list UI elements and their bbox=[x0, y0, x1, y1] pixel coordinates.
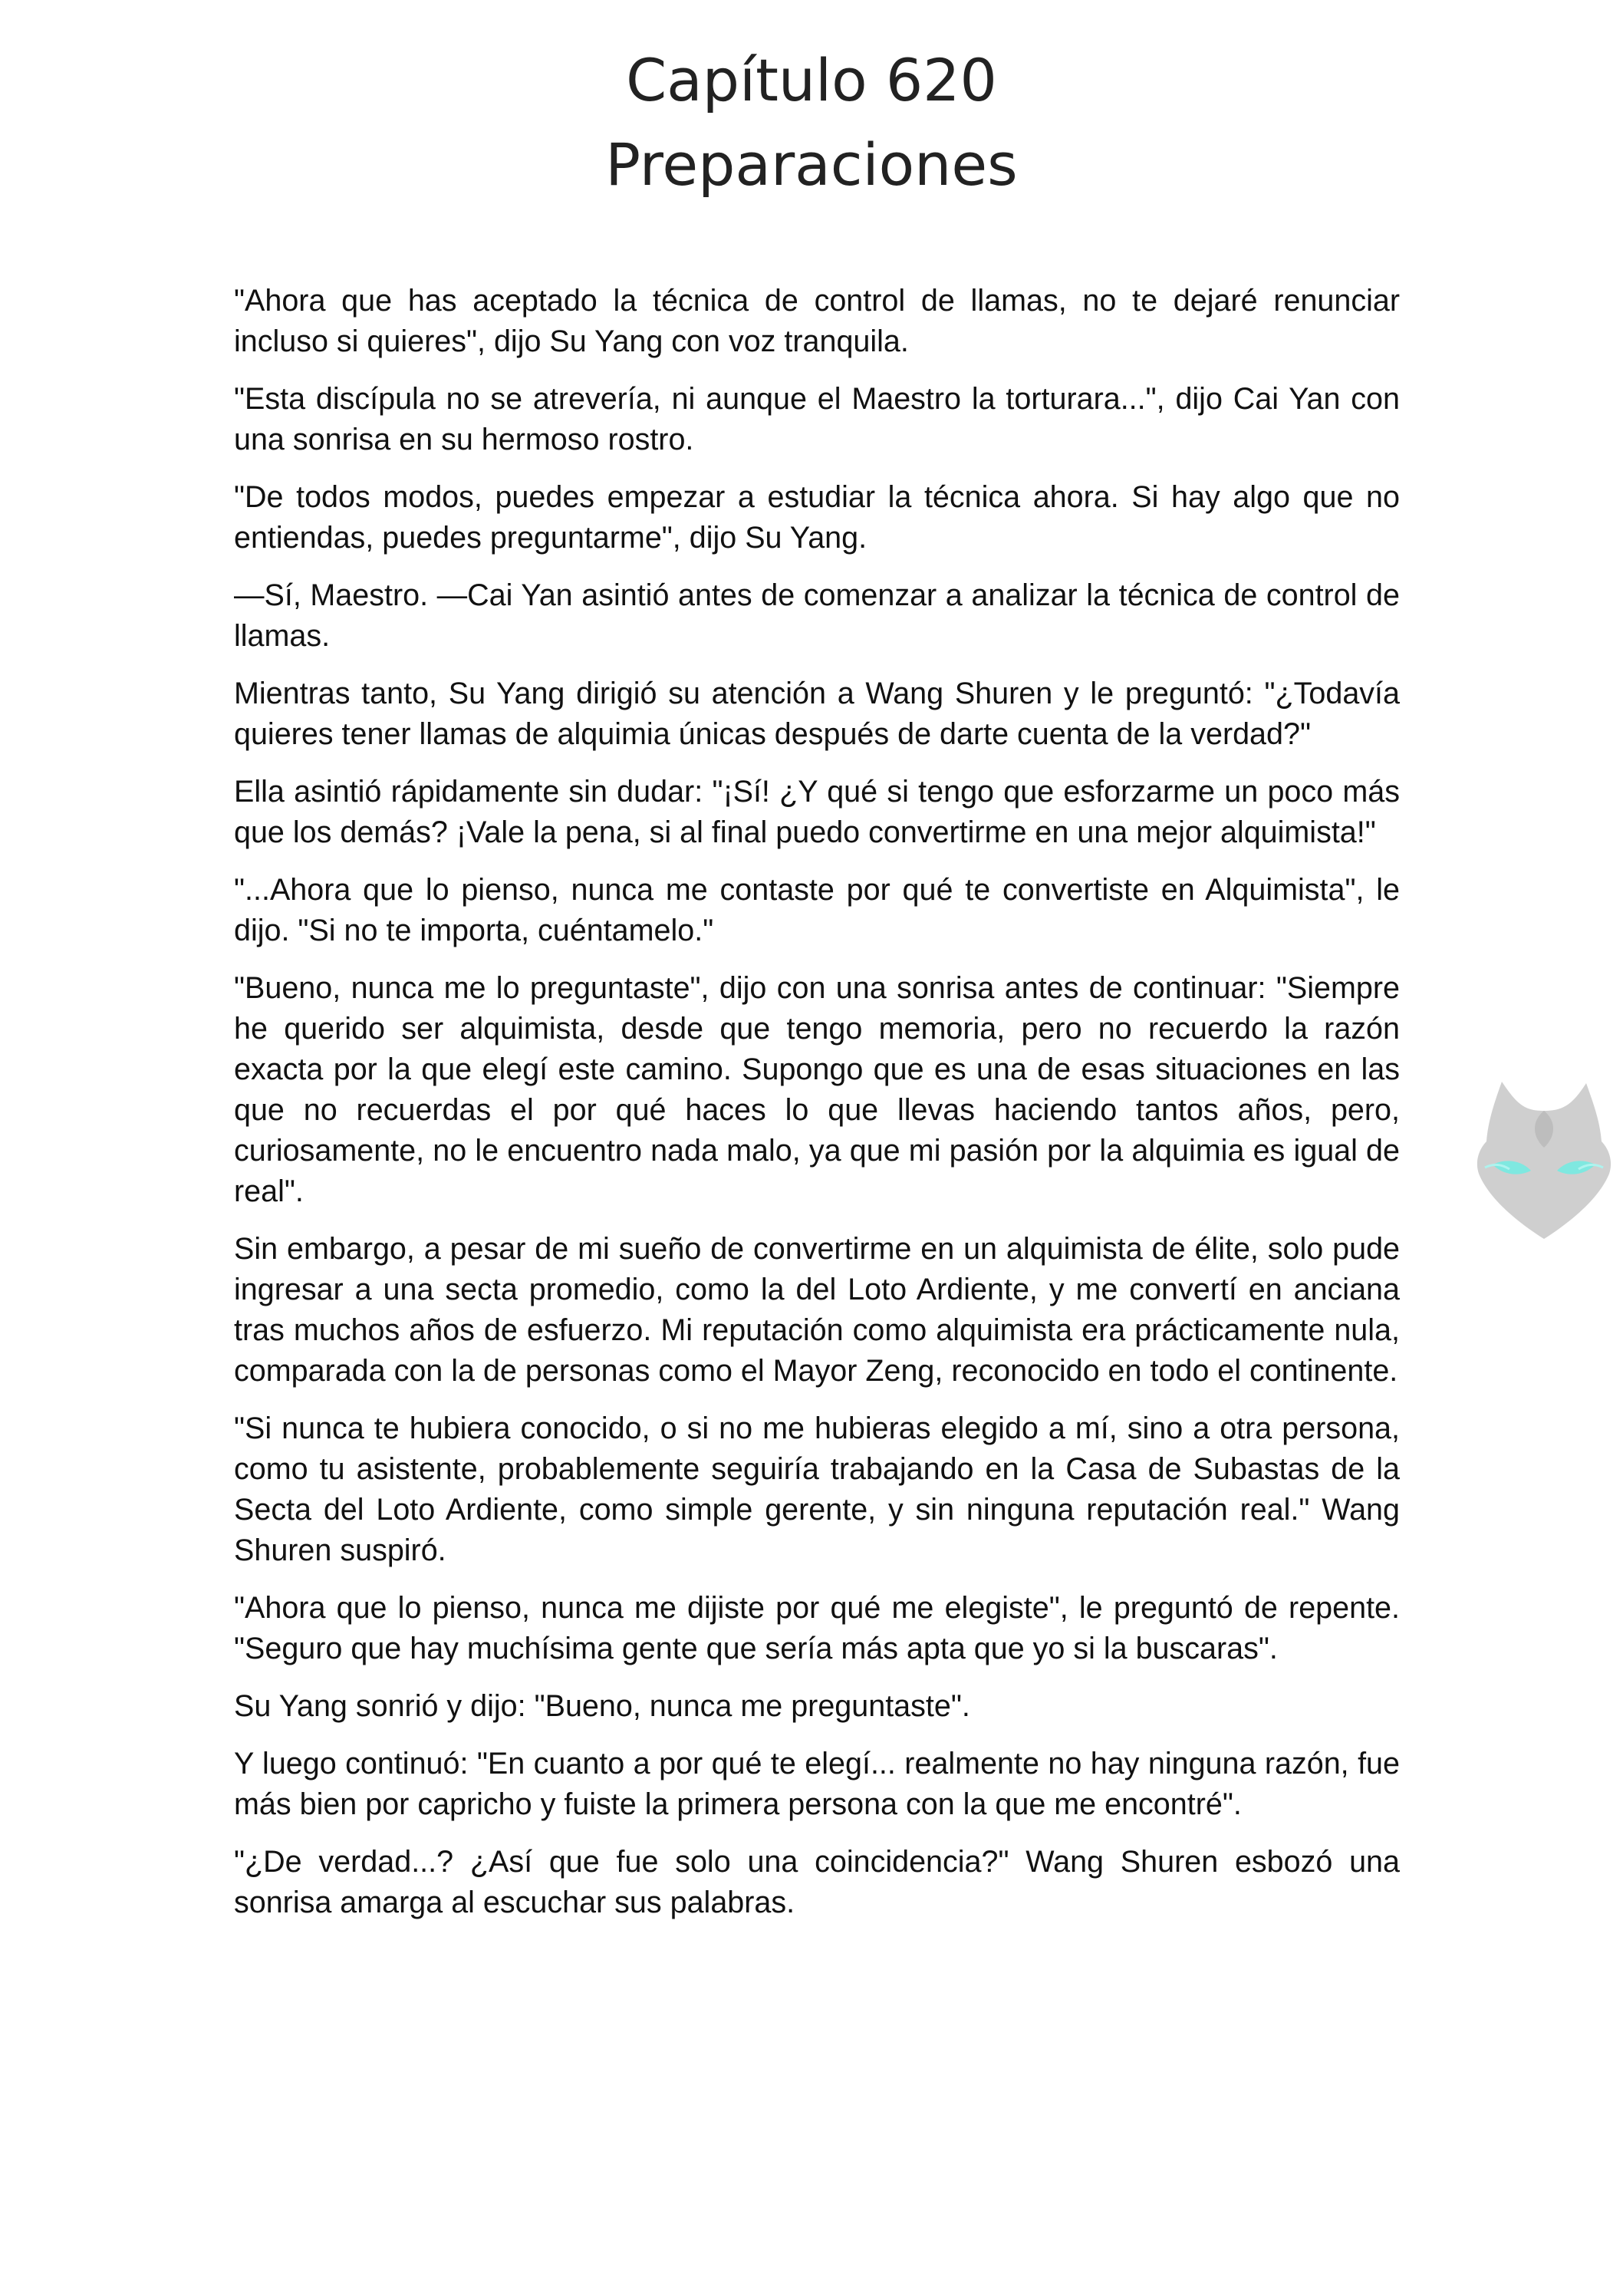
chapter-title: Preparaciones bbox=[605, 130, 1018, 199]
demon-head-logo-icon bbox=[1471, 1074, 1617, 1243]
paragraph: Y luego continuó: "En cuanto a por qué te elegí... realmente no hay ninguna razón, fue más bien por capricho y fuiste la primera persona con la que me encontré". bbox=[234, 1747, 1400, 1821]
paragraph: "¿De verdad...? ¿Así que fue solo una coincidencia?" Wang Shuren esbozó una sonrisa amarga al escuchar sus palabras. bbox=[234, 1845, 1400, 1919]
paragraph: "...Ahora que lo pienso, nunca me contaste por qué te convertiste en Alquimista", le dijo. "Si no te importa, cuéntamelo." bbox=[234, 873, 1400, 947]
paragraph: "Ahora que has aceptado la técnica de control de llamas, no te dejaré renunciar incluso si quieres", dijo Su Yang con voz tranquila. bbox=[234, 284, 1400, 358]
chapter-header bbox=[0, 38, 1623, 207]
paragraph: "Bueno, nunca me lo preguntaste", dijo con una sonrisa antes de continuar: "Siempre he querido ser alquimista, desde que tengo memoria, pero no recuerdo la razón exacta por la que elegí este camino. Supongo que es una de esas situaciones en las que no recuerdas el por qué haces lo que llevas haciendo tantos años, pero, curiosamente, no le encuentro nada malo, ya que mi pasión por la alquimia es igual de real". bbox=[234, 971, 1400, 1208]
paragraph: "Ahora que lo pienso, nunca me dijiste por qué me elegiste", le preguntó de repente. "Seguro que hay muchísima gente que sería más apta que yo si la buscaras". bbox=[234, 1591, 1400, 1665]
paragraph: "De todos modos, puedes empezar a estudiar la técnica ahora. Si hay algo que no entiendas, puedes preguntarme", dijo Su Yang. bbox=[234, 480, 1400, 555]
paragraph: Ella asintió rápidamente sin dudar: "¡Sí! ¿Y qué si tengo que esforzarme un poco más que los demás? ¡Vale la pena, si al final puedo convertirme en una mejor alquimista!" bbox=[234, 775, 1400, 849]
paragraph: Sin embargo, a pesar de mi sueño de convertirme en un alquimista de élite, solo pude ingresar a una secta promedio, como la del Loto Ardiente, y me convertí en anciana tras muchos años de esfuerzo. Mi reputación como alquimista era prácticamente nula, comparada con la de personas como el Mayor Zeng, reconocido en todo el continente. bbox=[234, 1232, 1400, 1388]
chapter-body bbox=[234, 281, 1400, 1940]
paragraph: —Sí, Maestro. —Cai Yan asintió antes de comenzar a analizar la técnica de control de llamas. bbox=[234, 578, 1400, 653]
paragraph: Mientras tanto, Su Yang dirigió su atención a Wang Shuren y le preguntó: "¿Todavía quieres tener llamas de alquimia únicas después de darte cuenta de la verdad?" bbox=[234, 677, 1400, 751]
paragraph: Su Yang sonrió y dijo: "Bueno, nunca me preguntaste". bbox=[234, 1689, 970, 1723]
paragraph: "Si nunca te hubiera conocido, o si no me hubieras elegido a mí, sino a otra persona, como tu asistente, probablemente seguiría trabajando en la Casa de Subastas de la Secta del Loto Ardiente, como simple gerente, y sin ninguna reputación real." Wang Shuren suspiró. bbox=[234, 1412, 1400, 1567]
paragraph: "Esta discípula no se atrevería, ni aunque el Maestro la torturara...", dijo Cai Yan con una sonrisa en su hermoso rostro. bbox=[234, 382, 1400, 456]
chapter-number: Capítulo 620 bbox=[626, 46, 997, 114]
